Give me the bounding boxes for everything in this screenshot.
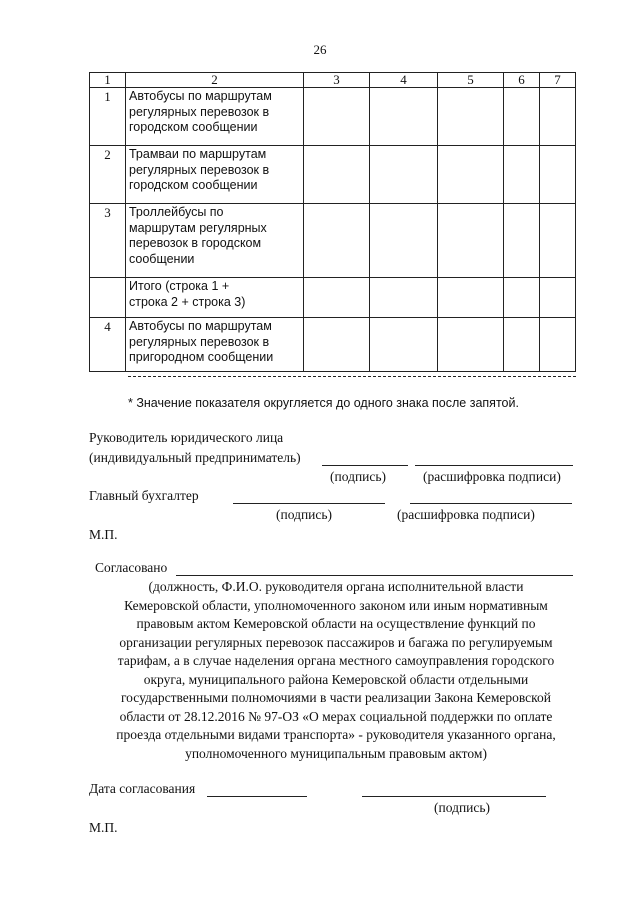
accountant-decoding-line[interactable]: [410, 503, 572, 504]
row-name-line: городском сообщении: [129, 120, 258, 134]
head-title-line1: Руководитель юридического лица: [89, 430, 284, 445]
table-row: [90, 88, 576, 146]
data-cell: [304, 204, 370, 278]
agreement-signature-caption: (подпись): [434, 800, 491, 815]
header-cell: 6: [504, 73, 540, 88]
table-row: [90, 146, 576, 204]
row-name-line: Трамваи по маршрутам: [129, 147, 267, 161]
row-name-line: регулярных перевозок в: [129, 334, 270, 349]
data-cell: [540, 318, 576, 372]
row-name-line: Автобусы по маршрутам: [129, 319, 272, 333]
report-table: [89, 72, 576, 372]
row-name: [126, 88, 304, 146]
agreement-description-line: (должность, Ф.И.О. руководителя органа исполнительной власти: [148, 579, 524, 594]
accountant-signature-caption: (подпись): [276, 507, 333, 522]
table-header-row: [90, 73, 576, 88]
page-number: 26: [313, 42, 327, 57]
agreement-signature-line[interactable]: [362, 796, 546, 797]
head-signature-caption: (подпись): [330, 469, 387, 484]
table-row: [90, 204, 576, 278]
agreement-description-line: правовым актом Кемеровской области на осуществление функций по: [136, 616, 536, 631]
row-name-line: сообщении: [129, 251, 195, 266]
footnote: * Значение показателя округляется до одного знака после запятой.: [128, 396, 519, 410]
row-name-line: регулярных перевозок в: [129, 104, 270, 119]
agreement-description-line: организации регулярных перевозок пассажиров и багажа по регулируемым: [119, 634, 553, 650]
data-cell: [540, 204, 576, 278]
agreement-stamp-mark: М.П.: [89, 820, 118, 835]
header-cell: 1: [90, 73, 126, 88]
agreement-description-line: уполномоченного муниципальным правовым актом): [185, 745, 487, 761]
row-name: [126, 204, 304, 278]
table-row: [90, 318, 576, 372]
row-name-line: пригородном сообщении: [129, 350, 274, 364]
data-cell: [438, 204, 504, 278]
row-name-line: регулярных перевозок в: [129, 162, 270, 177]
agreement-label: Согласовано: [95, 560, 168, 575]
data-cell: [370, 146, 438, 204]
agreement-description-line: проезда отдельными видами транспорта» - руководителя указанного органа,: [116, 727, 556, 742]
data-cell: [540, 146, 576, 204]
data-cell: [370, 88, 438, 146]
data-cell: [304, 88, 370, 146]
head-decoding-caption: (расшифровка подписи): [423, 469, 561, 484]
accountant-decoding-caption: (расшифровка подписи): [397, 507, 535, 522]
dashed-separator: [128, 376, 576, 377]
row-name-line: Итого (строка 1 +: [129, 279, 230, 293]
row-name-line: Автобусы по маршрутам: [129, 89, 272, 103]
row-name-line: перевозок в городском: [129, 236, 262, 250]
accountant-signature-line[interactable]: [233, 503, 385, 504]
agreement-description-line: области от 28.12.2016 № 97-ОЗ «О мерах социальной поддержки по оплате: [119, 708, 553, 724]
head-decoding-line[interactable]: [415, 465, 573, 466]
data-cell: [504, 318, 540, 372]
row-name-line: городском сообщении: [129, 178, 258, 192]
data-cell: [438, 278, 504, 318]
row-number: 2: [90, 146, 126, 204]
table-row-total: [90, 278, 576, 318]
header-cell: 2: [126, 73, 304, 88]
data-cell: [370, 204, 438, 278]
agreement-date-label: Дата согласования: [89, 781, 196, 796]
data-cell: [504, 278, 540, 318]
data-cell: [438, 88, 504, 146]
data-cell: [304, 146, 370, 204]
data-cell: [438, 146, 504, 204]
row-number: [90, 278, 126, 318]
data-cell: [504, 146, 540, 204]
row-name: [126, 278, 304, 318]
header-cell: 5: [438, 73, 504, 88]
agreement-description: [92, 578, 580, 763]
agreement-description-line: Кемеровской области, уполномоченного законом или иным нормативным: [124, 597, 548, 613]
data-cell: [370, 278, 438, 318]
agreement-description-line: государственными полномочиями в части реализации Закона Кемеровской: [120, 690, 551, 705]
row-number: 4: [90, 318, 126, 372]
head-title-line2: (индивидуальный предприниматель): [89, 450, 301, 465]
agreement-description-line: тарифам, а в случае наделения органа местного самоуправления городского: [117, 653, 555, 668]
row-number: 1: [90, 88, 126, 146]
header-cell: 7: [540, 73, 576, 88]
header-cell: 3: [304, 73, 370, 88]
data-cell: [504, 204, 540, 278]
agreement-date-line[interactable]: [207, 796, 307, 797]
data-cell: [304, 318, 370, 372]
accountant-title: Главный бухгалтер: [89, 488, 199, 503]
data-cell: [540, 88, 576, 146]
data-cell: [304, 278, 370, 318]
row-name-line: строка 2 + строка 3): [129, 294, 246, 309]
row-name-line: маршрутам регулярных: [129, 220, 267, 235]
agreement-line[interactable]: [176, 575, 573, 576]
data-cell: [438, 318, 504, 372]
data-cell: [504, 88, 540, 146]
stamp-mark: М.П.: [89, 527, 118, 542]
head-signature-line[interactable]: [322, 465, 408, 466]
agreement-description-line: округа, муниципального района Кемеровской области отдельными: [143, 671, 529, 687]
data-cell: [370, 318, 438, 372]
row-number: 3: [90, 204, 126, 278]
row-name: [126, 146, 304, 204]
row-name-line: Троллейбусы по: [129, 205, 224, 219]
header-cell: 4: [370, 73, 438, 88]
row-name: [126, 318, 304, 372]
data-cell: [540, 278, 576, 318]
